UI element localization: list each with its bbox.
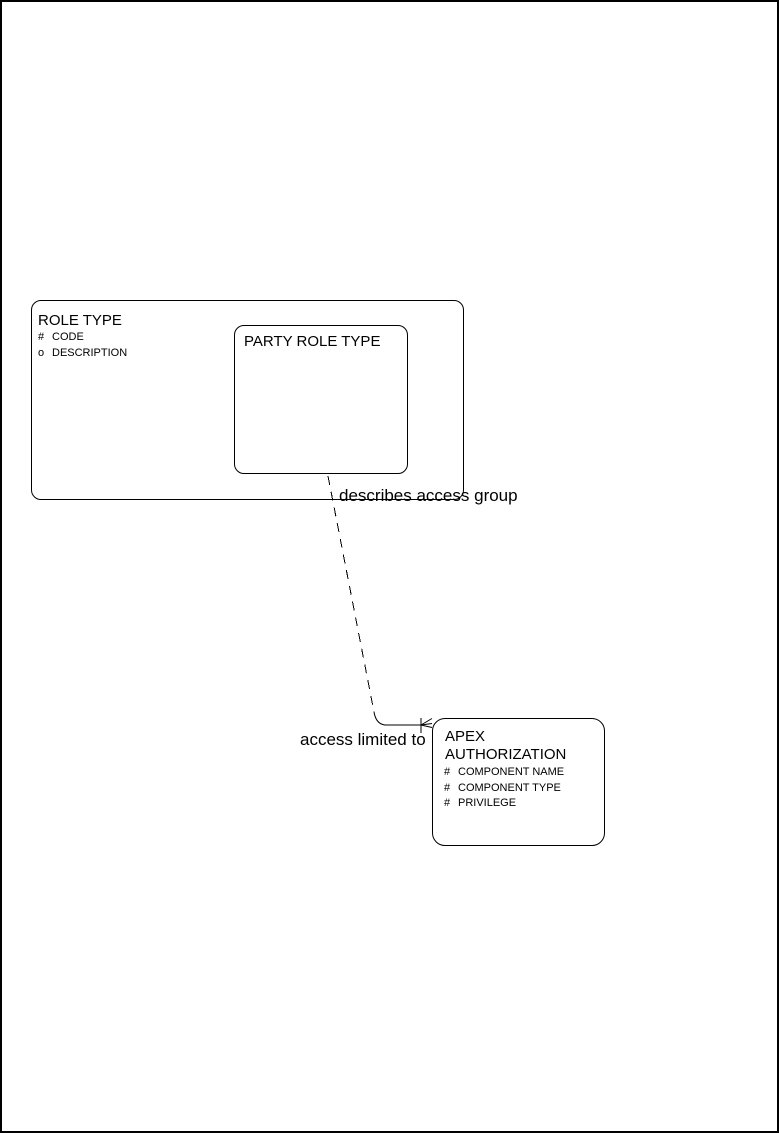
- attribute-row: [444, 796, 564, 812]
- attribute-name: COMPONENT NAME: [458, 766, 565, 778]
- attribute-mandatory-marker: #: [444, 781, 451, 794]
- attribute-mandatory-marker: #: [444, 797, 451, 809]
- attribute-row: [444, 765, 564, 781]
- attribute-row: [38, 330, 127, 346]
- attribute-optional-marker: o: [38, 346, 45, 359]
- attribute-mandatory-marker: #: [38, 331, 45, 343]
- attribute-name: PRIVILEGE: [458, 797, 517, 809]
- attribute-name: DESCRIPTION: [52, 346, 128, 359]
- attribute-name: CODE: [52, 331, 84, 343]
- crows-foot-many-icon: [421, 719, 432, 728]
- attribute-row: [444, 781, 564, 797]
- entity-party-role-type-title: PARTY ROLE TYPE: [244, 333, 381, 350]
- attribute-name: COMPONENT TYPE: [458, 781, 561, 794]
- relationship-dashed-segment: [328, 476, 374, 712]
- relationship-solid-segment: [374, 712, 421, 725]
- entity-apex-authorization-title: APEX AUTHORIZATION: [445, 728, 567, 763]
- relationship-label-far: access limited to: [300, 730, 426, 749]
- attribute-mandatory-marker: #: [444, 766, 451, 778]
- entity-role-type-title: ROLE TYPE: [38, 312, 122, 329]
- relationship-label-near: describes access group: [339, 486, 518, 505]
- entity-role-type-attributes: [38, 330, 127, 361]
- entity-apex-authorization-attributes: [444, 765, 564, 812]
- attribute-row: [38, 346, 127, 362]
- relationship-line-layer: [2, 2, 779, 1133]
